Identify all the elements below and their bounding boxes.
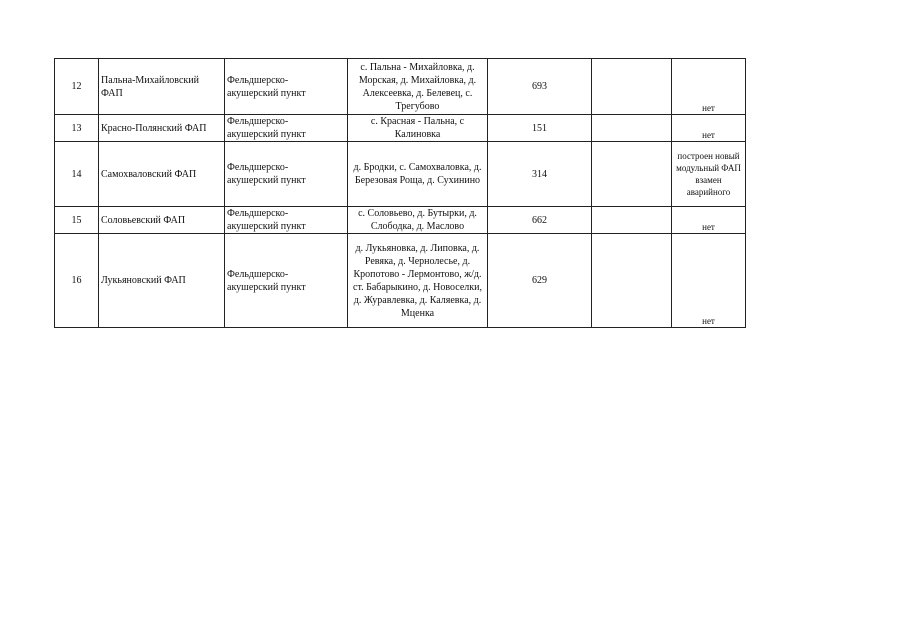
fap-type-line: Фельдшерско- — [227, 268, 289, 280]
fap-type — [225, 234, 348, 328]
empty-cell — [592, 59, 672, 115]
population: 314 — [488, 142, 592, 207]
population: 629 — [488, 234, 592, 328]
empty-cell — [592, 142, 672, 207]
fap-type — [225, 142, 348, 207]
fap-type-line: Фельдшерско- — [227, 208, 289, 219]
fap-type-line: акушерский пункт — [227, 221, 306, 232]
fap-type-line: акушерский пункт — [227, 281, 306, 293]
row-number: 13 — [55, 115, 99, 142]
fap-name: Красно-Полянский ФАП — [99, 115, 225, 142]
fap-type-line: акушерский пункт — [227, 175, 306, 186]
served-villages: с. Пальна - Михайловка, д. Морская, д. Михайловка, д. Алексеевка, д. Белевец, с. Трегубово — [348, 59, 488, 115]
served-villages: с. Красная - Пальна, с Калиновка — [348, 115, 488, 142]
fap-type — [225, 115, 348, 142]
served-villages: д. Лукьяновка, д. Липовка, д. Ревяка, д. Чернолесье, д. Кропотово - Лермонтово, ж/д. ст. Бабарыкино, д. Новоселки, д. Журавлевка, д. Каляевка, д. Мценка — [348, 234, 488, 328]
row-number: 15 — [55, 207, 99, 234]
fap-type — [225, 207, 348, 234]
population: 151 — [488, 115, 592, 142]
fap-type-line: Фельдшерско- — [227, 162, 289, 173]
fap-type — [225, 59, 348, 115]
table-row — [55, 115, 746, 142]
served-villages: д. Бродки, с. Самохваловка, д. Березовая Роща, д. Сухинино — [348, 142, 488, 207]
note: нет — [672, 115, 746, 142]
fap-type-line: Фельдшерско- — [227, 74, 289, 86]
population: 693 — [488, 59, 592, 115]
fap-type-line: акушерский пункт — [227, 87, 306, 99]
fap-name: Самохваловский ФАП — [99, 142, 225, 207]
fap-type-line: акушерский пункт — [227, 129, 306, 140]
population: 662 — [488, 207, 592, 234]
table-row — [55, 207, 746, 234]
empty-cell — [592, 115, 672, 142]
note: нет — [672, 207, 746, 234]
table-row — [55, 142, 746, 207]
note: нет — [672, 234, 746, 328]
fap-name: Лукьяновский ФАП — [99, 234, 225, 328]
row-number: 12 — [55, 59, 99, 115]
note: нет — [672, 59, 746, 115]
empty-cell — [592, 234, 672, 328]
served-villages: с. Соловьево, д. Бутырки, д. Слободка, д. Маслово — [348, 207, 488, 234]
note: построен новый модульный ФАП взамен аварийного — [672, 142, 746, 207]
row-number: 16 — [55, 234, 99, 328]
fap-type-line: Фельдшерско- — [227, 116, 289, 127]
table-row — [55, 234, 746, 328]
table-row — [55, 59, 746, 115]
fap-table — [54, 58, 746, 328]
empty-cell — [592, 207, 672, 234]
fap-name: Соловьевский ФАП — [99, 207, 225, 234]
fap-name: Пальна-Михайловский ФАП — [99, 59, 225, 115]
row-number: 14 — [55, 142, 99, 207]
